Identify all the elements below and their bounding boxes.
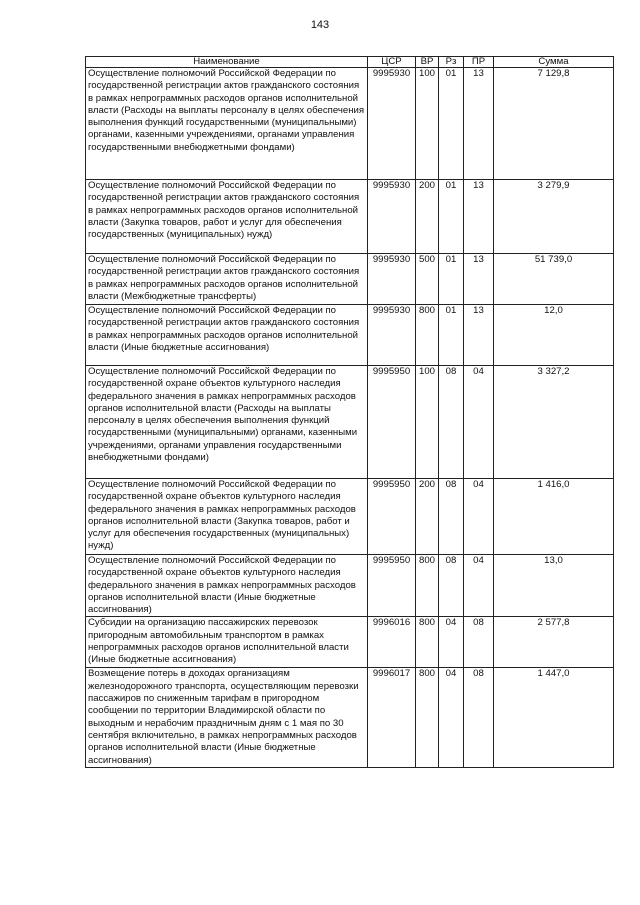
row-csr: 9996016 xyxy=(368,617,416,668)
budget-table xyxy=(85,56,614,768)
row-name: Осуществление полномочий Российской Федерации по государственной регистрации актов гражданского состояния в рамках непрограммных расходов органов исполнительной власти (Расходы на выплаты персоналу в целях обеспечения выполнения функций государственными (муниципальными) органами, казенными учреждениями, органами управления государственными внебюджетными фондами) xyxy=(86,68,368,180)
row-csr: 9995950 xyxy=(368,366,416,479)
row-name: Субсидии на организацию пассажирских перевозок пригородным автомобильным транспортом в рамках непрограммных расходов органов исполнительной власти (Иные бюджетные ассигнования) xyxy=(86,617,368,668)
row-pr: 08 xyxy=(464,668,494,768)
row-pr: 08 xyxy=(464,617,494,668)
row-vr: 500 xyxy=(416,254,439,305)
row-pr: 13 xyxy=(464,254,494,305)
row-csr: 9995950 xyxy=(368,555,416,617)
row-vr: 200 xyxy=(416,479,439,555)
row-name: Осуществление полномочий Российской Федерации по государственной регистрации актов гражданского состояния в рамках непрограммных расходов органов исполнительной власти (Иные бюджетные ассигнования) xyxy=(86,305,368,366)
header-rz: Рз xyxy=(439,57,464,68)
row-sum: 3 279,9 xyxy=(494,180,614,254)
row-csr: 9995930 xyxy=(368,254,416,305)
row-rz: 04 xyxy=(439,668,464,768)
header-sum: Сумма xyxy=(494,57,614,68)
row-name: Осуществление полномочий Российской Федерации по государственной охране объектов культурного наследия федерального значения в рамках непрограммных расходов органов исполнительной власти (Расходы на выплаты персоналу в целях обеспечения выполнения функций государственными (муниципальными) органами, казенными учреждениями, органами управления государственными внебюджетными фондами) xyxy=(86,366,368,479)
row-sum: 2 577,8 xyxy=(494,617,614,668)
row-rz: 01 xyxy=(439,180,464,254)
row-pr: 04 xyxy=(464,366,494,479)
header-csr: ЦСР xyxy=(368,57,416,68)
table-header-row xyxy=(86,57,614,68)
row-rz: 08 xyxy=(439,366,464,479)
table-row xyxy=(86,668,614,768)
row-sum: 1 416,0 xyxy=(494,479,614,555)
row-sum: 3 327,2 xyxy=(494,366,614,479)
row-sum: 12,0 xyxy=(494,305,614,366)
row-rz: 01 xyxy=(439,254,464,305)
row-rz: 04 xyxy=(439,617,464,668)
row-sum: 13,0 xyxy=(494,555,614,617)
row-rz: 01 xyxy=(439,305,464,366)
row-name: Осуществление полномочий Российской Федерации по государственной регистрации актов гражданского состояния в рамках непрограммных расходов органов исполнительной власти (Закупка товаров, работ и услуг для обеспечения государственных (муниципальных) нужд) xyxy=(86,180,368,254)
row-vr: 200 xyxy=(416,180,439,254)
row-pr: 13 xyxy=(464,305,494,366)
row-csr: 9996017 xyxy=(368,668,416,768)
row-name: Осуществление полномочий Российской Федерации по государственной охране объектов культурного наследия федерального значения в рамках непрограммных расходов органов исполнительной власти (Иные бюджетные ассигнования) xyxy=(86,555,368,617)
row-pr: 04 xyxy=(464,555,494,617)
row-vr: 100 xyxy=(416,366,439,479)
page-number: 143 xyxy=(310,19,330,31)
header-pr: ПР xyxy=(464,57,494,68)
row-csr: 9995950 xyxy=(368,479,416,555)
row-pr: 13 xyxy=(464,180,494,254)
row-vr: 800 xyxy=(416,555,439,617)
table-row xyxy=(86,555,614,617)
row-name: Возмещение потерь в доходах организациям железнодорожного транспорта, осуществляющим перевозки пассажиров по сниженным тарифам в пригородном сообщении по территории Владимирской области по выходным и нерабочим праздничным дням с 1 мая по 30 сентября включительно, в рамках непрограммных расходов органов исполнительной власти (Иные бюджетные ассигнования) xyxy=(86,668,368,768)
row-pr: 04 xyxy=(464,479,494,555)
header-name: Наименование xyxy=(86,57,368,68)
row-rz: 01 xyxy=(439,68,464,180)
row-sum: 7 129,8 xyxy=(494,68,614,180)
row-csr: 9995930 xyxy=(368,68,416,180)
row-csr: 9995930 xyxy=(368,305,416,366)
row-rz: 08 xyxy=(439,555,464,617)
row-pr: 13 xyxy=(464,68,494,180)
row-sum: 1 447,0 xyxy=(494,668,614,768)
row-name: Осуществление полномочий Российской Федерации по государственной регистрации актов гражданского состояния в рамках непрограммных расходов органов исполнительной власти (Межбюджетные трансферты) xyxy=(86,254,368,305)
table-row xyxy=(86,68,614,180)
table-row xyxy=(86,366,614,479)
row-sum: 51 739,0 xyxy=(494,254,614,305)
table-row xyxy=(86,180,614,254)
row-name: Осуществление полномочий Российской Федерации по государственной охране объектов культурного наследия федерального значения в рамках непрограммных расходов органов исполнительной власти (Закупка товаров, работ и услуг для обеспечения государственных (муниципальных) нужд) xyxy=(86,479,368,555)
table-row xyxy=(86,254,614,305)
table-row xyxy=(86,479,614,555)
table-row xyxy=(86,305,614,366)
header-vr: ВР xyxy=(416,57,439,68)
table-row xyxy=(86,617,614,668)
row-vr: 800 xyxy=(416,617,439,668)
row-csr: 9995930 xyxy=(368,180,416,254)
row-vr: 100 xyxy=(416,68,439,180)
row-rz: 08 xyxy=(439,479,464,555)
row-vr: 800 xyxy=(416,668,439,768)
row-vr: 800 xyxy=(416,305,439,366)
